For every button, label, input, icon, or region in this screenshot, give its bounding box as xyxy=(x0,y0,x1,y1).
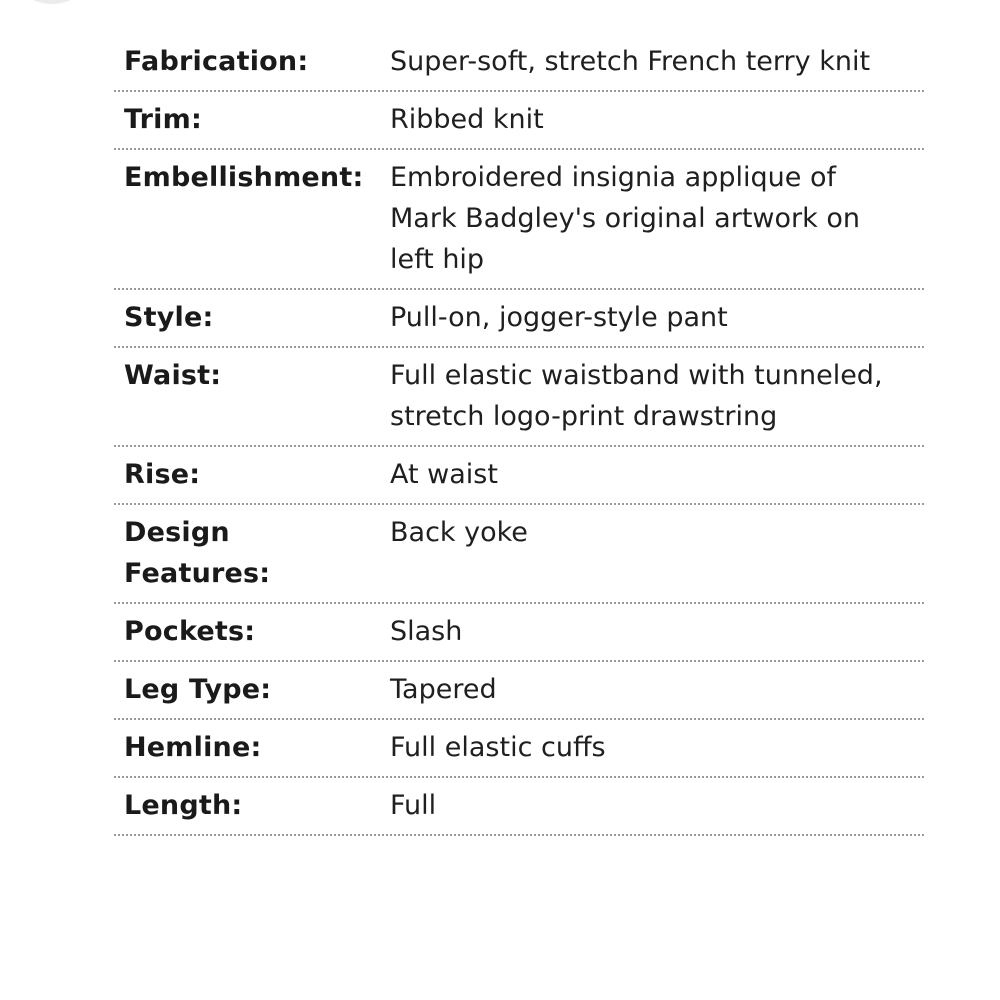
spec-value: Full xyxy=(390,790,437,821)
spec-value: Embroidered insignia applique of Mark Badgley's original artwork on left hip xyxy=(390,162,860,275)
spec-row-trim xyxy=(114,92,924,150)
spec-label: Length: xyxy=(124,790,243,821)
spec-row-fabrication xyxy=(114,34,924,92)
spec-value: At waist xyxy=(390,459,498,490)
spec-value: Ribbed knit xyxy=(390,104,544,135)
spec-label: Pockets: xyxy=(124,616,256,647)
spec-label: Design Features: xyxy=(124,517,271,589)
spec-label: Rise: xyxy=(124,459,201,490)
spec-label: Style: xyxy=(124,302,214,333)
spec-row-hemline xyxy=(114,720,924,778)
spec-value: Tapered xyxy=(390,674,497,705)
spec-value: Super-soft, stretch French terry knit xyxy=(390,46,871,77)
spec-row-length xyxy=(114,778,924,836)
spec-value: Slash xyxy=(390,616,463,647)
spec-value: Pull-on, jogger-style pant xyxy=(390,302,728,333)
spec-value: Full elastic cuffs xyxy=(390,732,606,763)
spec-row-rise xyxy=(114,447,924,505)
spec-label: Leg Type: xyxy=(124,674,272,705)
product-spec-table xyxy=(114,34,924,836)
spec-label: Trim: xyxy=(124,104,202,135)
corner-decoration xyxy=(18,0,86,4)
spec-label: Hemline: xyxy=(124,732,262,763)
spec-label: Fabrication: xyxy=(124,46,309,77)
spec-row-leg-type xyxy=(114,662,924,720)
spec-row-design-features xyxy=(114,505,924,604)
spec-row-embellishment xyxy=(114,150,924,290)
spec-row-style xyxy=(114,290,924,348)
spec-label: Waist: xyxy=(124,360,222,391)
spec-label: Embellishment: xyxy=(124,162,364,193)
spec-value: Back yoke xyxy=(390,517,528,548)
spec-row-pockets xyxy=(114,604,924,662)
spec-row-waist xyxy=(114,348,924,447)
spec-value: Full elastic waistband with tunneled, stretch logo-print drawstring xyxy=(390,360,883,432)
